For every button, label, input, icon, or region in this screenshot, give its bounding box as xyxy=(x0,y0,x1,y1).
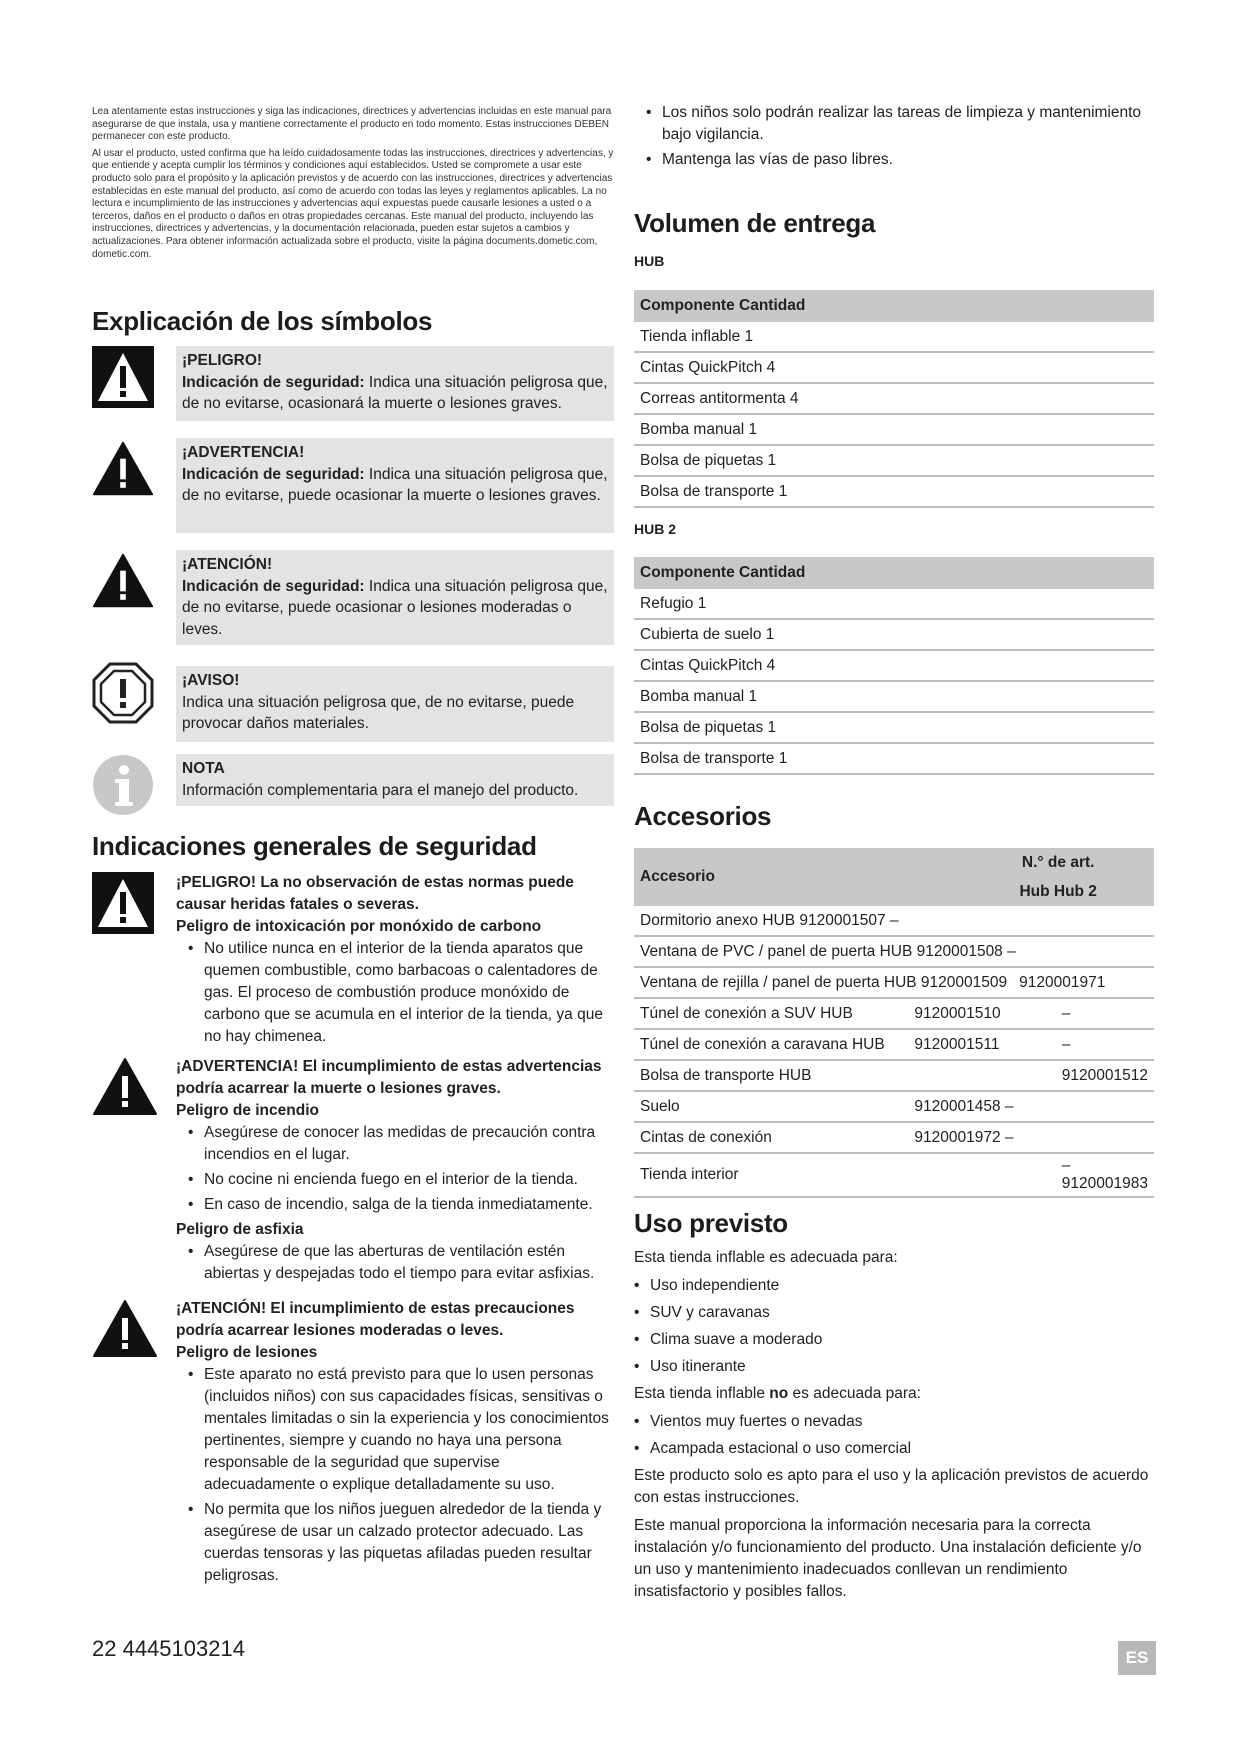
symbol-info-text: Información complementaria para el manejo del producto. xyxy=(182,781,579,799)
safety-danger-body xyxy=(176,872,614,1051)
safety-warning-sub1: Peligro de incendio xyxy=(176,1102,319,1119)
info-icon xyxy=(92,754,154,816)
symbol-info-box xyxy=(176,754,614,806)
table-row: Cubierta de suelo 1 xyxy=(634,619,1154,650)
list-item: • Vientos muy fuertes o nevadas xyxy=(634,1411,1159,1433)
acc-col-hub: Hub Hub 2 xyxy=(908,877,1154,906)
table-row: Bolsa de piquetas 1 xyxy=(634,445,1154,476)
uso-not-bold: no xyxy=(769,1385,789,1402)
intro-paragraph-1: Lea atentamente estas instrucciones y siga las indicaciones, directrices y advertencias incluidas en este manual para asegurarse de que instala, usa y mantiene correctamente el producto en todo momento. Estas instrucciones DEBEN permanecer con este producto. xyxy=(92,106,612,143)
danger-icon xyxy=(92,346,154,408)
list-item: • No permita que los niños jueguen alrededor de la tienda y asegúrese de usar un calzado protector adecuado. Las cuerdas tensoras y las piquetas afiladas pueden resultar peligrosas. xyxy=(176,1499,614,1587)
table-row: Cintas QuickPitch 4 xyxy=(634,352,1154,383)
acc-name: Dormitorio anexo HUB 9120001507 – xyxy=(634,906,1154,936)
list-item: • En caso de incendio, salga de la tienda inmediatamente. xyxy=(176,1194,614,1216)
list-item: • No utilice nunca en el interior de la tienda aparatos que quemen combustible, como barbacoas o calentadores de gas. El proceso de combustión produce monóxido de carbono que se acumula en el interior de la tienda, ya que no hay chimenea. xyxy=(176,938,614,1048)
acc-hub xyxy=(908,1153,1055,1197)
table-row xyxy=(634,967,1154,998)
uso-body xyxy=(634,1247,1159,1609)
acc-hub2 xyxy=(1056,1091,1154,1122)
intro-text xyxy=(92,106,614,265)
table-row: Tienda inflable 1 xyxy=(634,322,1154,352)
uso-paragraph-1: Este producto solo es apto para el uso y la aplicación previstos de acuerdo con estas instrucciones. xyxy=(634,1467,1149,1506)
table-row xyxy=(634,1153,1154,1197)
symbol-danger-box xyxy=(176,346,614,421)
hub-table xyxy=(634,290,1154,508)
acc-hub: 9120001458 – xyxy=(908,1091,1055,1122)
accessories-table xyxy=(634,848,1154,1198)
symbol-caution-box xyxy=(176,550,614,645)
table-row: Refugio 1 xyxy=(634,589,1154,619)
acc-name: Bolsa de transporte HUB xyxy=(634,1060,908,1091)
symbol-warning-lead: Indicación de seguridad: xyxy=(182,465,365,483)
symbol-warning-text: Indica una situación peligrosa que, de no evitarse, puede ocasionar la muerte o lesiones graves. xyxy=(182,465,608,504)
safety-danger-head: ¡PELIGRO! La no observación de estas normas puede causar heridas fatales o severas. xyxy=(176,874,574,913)
table-row: Bolsa de transporte 1 xyxy=(634,476,1154,507)
list-item: • Mantenga las vías de paso libres. xyxy=(634,149,1159,171)
list-item: • Este aparato no está previsto para que lo usen personas (incluidos niños) con sus capacidades físicas, sensitivas o mentales limitadas o sin la experiencia y los conocimientos pertinentes, siempre y cuando no haya una persona responsable de la seguridad que supervise adecuadamente o explique detalladamente su uso. xyxy=(176,1364,614,1496)
page-number: 22 4445103214 xyxy=(92,1636,245,1661)
list-item: • No cocine ni encienda fuego en el interior de la tienda. xyxy=(176,1169,614,1191)
list-item: • Uso independiente xyxy=(634,1275,1159,1297)
intro-paragraph-2: Al usar el producto, usted confirma que ha leído cuidadosamente todas las instrucciones, directrices y advertencias, y que entiende y acepta cumplir los términos y condiciones aquí establecidos. Usted se compromete a usar este producto solo para el propósito y la aplicación previstos y de acuerdo con las instrucciones, directrices y advertencias establecidas en este manual del producto, así como de acuerdo con todas las leyes y reglamentos aplicables. La no lectura e incumplimiento de las instrucciones y advertencias aquí expuestas puede causarle lesiones a usted o a terceros, daños en el producto o daños en otras propiedades cercanas. Este manual del producto, incluyendo las instrucciones, directrices y advertencias, y la documentación relacionada, pueden estar sujetos a cambios y actualizaciones. Para obtener información actualizada sobre el producto, visite la página documents.dometic.com, dometic.com. xyxy=(92,147,614,260)
caution-icon xyxy=(92,1298,158,1360)
list-item: • SUV y caravanas xyxy=(634,1302,1159,1324)
safety-danger-sub: Peligro de intoxicación por monóxido de carbono xyxy=(176,918,542,935)
table-row: Bomba manual 1 xyxy=(634,414,1154,445)
acc-name: Ventana de rejilla / panel de puerta HUB 9120001509 xyxy=(640,973,1008,991)
table-row: Cintas QuickPitch 4 xyxy=(634,650,1154,681)
table-row xyxy=(634,906,1154,936)
acc-name: Cintas de conexión xyxy=(634,1122,908,1153)
safety-caution-head: ¡ATENCIÓN! El incumplimiento de estas precauciones podría acarrear lesiones moderadas o leves. xyxy=(176,1300,575,1339)
acc-col-accessory: Accesorio xyxy=(634,848,908,906)
hub2-table xyxy=(634,557,1154,775)
symbol-caution-head: ¡ATENCIÓN! xyxy=(182,556,273,573)
notice-icon xyxy=(92,662,154,724)
acc-hub2: – xyxy=(1056,998,1154,1029)
safety-warning-sub2: Peligro de asfixia xyxy=(176,1221,304,1238)
safety-caution-sub: Peligro de lesiones xyxy=(176,1344,318,1361)
continued-bullets xyxy=(634,102,1159,174)
table-row: Bomba manual 1 xyxy=(634,681,1154,712)
hub2-label: HUB 2 xyxy=(634,521,677,537)
danger-icon xyxy=(92,872,154,934)
table-row xyxy=(634,998,1154,1029)
list-item: • Uso itinerante xyxy=(634,1356,1159,1378)
symbol-warning-box xyxy=(176,438,614,533)
symbol-caution-text: Indica una situación peligrosa que, de no evitarse, puede ocasionar o lesiones moderadas o leves. xyxy=(182,577,608,638)
hub-table-header: Componente Cantidad xyxy=(634,290,1154,322)
acc-col-art: N.° de art. xyxy=(908,848,1154,877)
caution-icon xyxy=(92,550,154,612)
hub2-table-header: Componente Cantidad xyxy=(634,557,1154,589)
list-item: • Clima suave a moderado xyxy=(634,1329,1159,1351)
table-row xyxy=(634,1029,1154,1060)
acc-hub: 9120001511 xyxy=(908,1029,1055,1060)
acc-hub2: 9120001512 xyxy=(1056,1060,1154,1091)
symbol-notice-head: ¡AVISO! xyxy=(182,672,240,689)
symbol-warning-head: ¡ADVERTENCIA! xyxy=(182,444,305,461)
warning-icon xyxy=(92,438,154,500)
acc-name: Tienda interior xyxy=(634,1153,908,1197)
accessories-title: Accesorios xyxy=(634,801,772,831)
symbols-title: Explicación de los símbolos xyxy=(92,306,433,336)
uso-title: Uso previsto xyxy=(634,1208,788,1238)
table-row: Correas antitormenta 4 xyxy=(634,383,1154,414)
acc-name: Suelo xyxy=(634,1091,908,1122)
acc-hub2: – xyxy=(1056,1029,1154,1060)
symbol-info-head: NOTA xyxy=(182,760,225,777)
symbol-notice-text: Indica una situación peligrosa que, de no evitarse, puede provocar daños materiales. xyxy=(182,693,575,732)
safety-caution-body xyxy=(176,1298,614,1590)
symbol-danger-head: ¡PELIGRO! xyxy=(182,352,263,369)
symbol-caution-lead: Indicación de seguridad: xyxy=(182,577,365,595)
table-row xyxy=(634,936,1154,967)
table-row: Bolsa de piquetas 1 xyxy=(634,712,1154,743)
list-item: • Asegúrese de que las aberturas de ventilación estén abiertas y despejadas todo el tiempo para evitar asfixias. xyxy=(176,1241,614,1285)
acc-hub2 xyxy=(1056,1122,1154,1153)
list-item: • Acampada estacional o uso comercial xyxy=(634,1438,1159,1460)
symbol-danger-text: Indica una situación peligrosa que, de no evitarse, ocasionará la muerte o lesiones graves. xyxy=(182,373,608,412)
safety-warning-body xyxy=(176,1056,614,1288)
acc-name: Ventana de PVC / panel de puerta HUB 9120001508 – xyxy=(634,936,1154,967)
acc-hub2: – 9120001983 xyxy=(1056,1153,1154,1197)
acc-name: Túnel de conexión a SUV HUB xyxy=(634,998,908,1029)
acc-hub xyxy=(908,1060,1055,1091)
symbol-danger-lead: Indicación de seguridad: xyxy=(182,373,365,391)
uso-intro: Esta tienda inflable es adecuada para: xyxy=(634,1249,898,1266)
warning-icon xyxy=(92,1056,158,1118)
safety-title: Indicaciones generales de seguridad xyxy=(92,831,537,861)
uso-not-pre: Esta tienda inflable xyxy=(634,1385,770,1402)
acc-name: Túnel de conexión a caravana HUB xyxy=(634,1029,908,1060)
acc-hub: 9120001510 xyxy=(908,998,1055,1029)
uso-not-post: es adecuada para: xyxy=(788,1385,921,1402)
table-row: Bolsa de transporte 1 xyxy=(634,743,1154,774)
safety-warning-head: ¡ADVERTENCIA! El incumplimiento de estas advertencias podría acarrear la muerte o lesiones graves. xyxy=(176,1058,602,1097)
table-row xyxy=(634,1091,1154,1122)
uso-paragraph-2: Este manual proporciona la información necesaria para la correcta instalación y/o funcionamiento del producto. Una instalación deficiente y/o un uso y mantenimiento inadecuados conllevan un rendimiento insatisfactorio y posibles fallos. xyxy=(634,1517,1142,1600)
table-row xyxy=(634,1060,1154,1091)
delivery-title: Volumen de entrega xyxy=(634,208,876,238)
table-row xyxy=(634,1122,1154,1153)
language-badge: ES xyxy=(1118,1641,1156,1675)
symbol-notice-box xyxy=(176,666,614,742)
list-item: • Los niños solo podrán realizar las tareas de limpieza y mantenimiento bajo vigilancia. xyxy=(634,102,1159,146)
acc-hub: 9120001972 – xyxy=(908,1122,1055,1153)
acc-hub2: 9120001971 xyxy=(1019,973,1106,991)
hub-label: HUB xyxy=(634,253,665,269)
list-item: • Asegúrese de conocer las medidas de precaución contra incendios en el lugar. xyxy=(176,1122,614,1166)
uso-not-intro xyxy=(634,1383,1159,1405)
